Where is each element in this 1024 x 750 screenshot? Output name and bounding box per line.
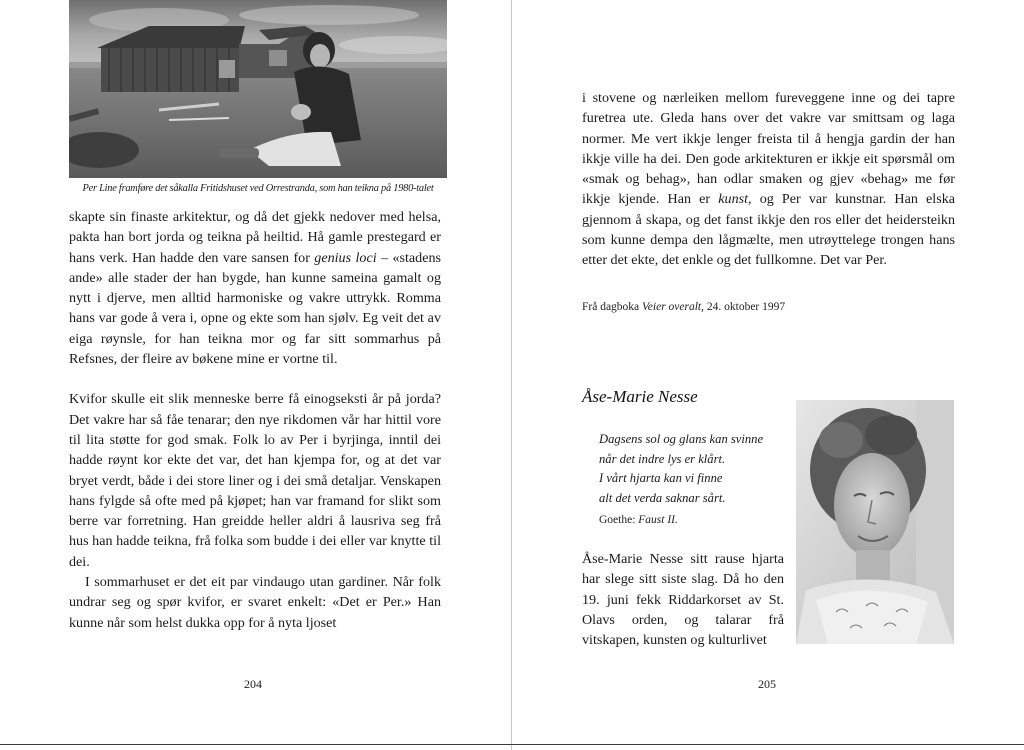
poem-line: når det indre lys er klårt.	[599, 451, 726, 466]
bottom-edge-line	[0, 744, 1024, 745]
paragraph: Kvifor skulle eit slik menneske berre få einogseksti år på jorda? Det vakre har så fåe tenarar; den nye rikdomen vår har hittil vore til lita støtte for god smak. Folk lo av Per i byrjinga, inntil dei hadde røynt kor ekte det var, det han kjempa for, og at det var bryet verdt, både i dei store liner og i dei små detaljar. Venskapen hans fylgde så ofte med på kjøpet; han var framand for slikt som berre var forretning. Han greidde heller aldri å lausriva seg frå hus han hadde teikna, frå folka som budde i dei eller var knytte til dei.	[69, 391, 441, 570]
poem-line: I vårt hjarta kan vi finne	[599, 471, 723, 485]
diary-source: Frå dagboka Veier overalt, 24. oktober 1997	[582, 301, 786, 313]
portrait-photo	[796, 400, 954, 644]
paragraph: i stovene og nærleiken mellom fureveggene inne og dei tapre furetrea ute. Gleda hans over det vakre var smittsam og laga normer. Me vert ikkje lenger freista til å hengja gardin der han ikkje ville ha dei. Den gode arkitekturen er ikkje eit spørsmål om «smak og behag», han odlar smaken og gjev «behag» me før ikkje kjende. Han er kunst, og Per var kunstnar. Han elska gjennom å skapa, og det fanst ikkje den ros eller det heidersteikn som kunne dempa den lågmælte, men utrøyttelege trongen hans etter det ekte, det enkle og det fullkomne. Det var Per.	[582, 90, 956, 269]
section-title: Åse-Marie Nesse	[582, 387, 698, 406]
page-number-right: 205	[758, 677, 776, 691]
photo-caption: Per Line framføre det såkalla Fritidshuset ved Orrestranda, som han teikna på 1980-talet	[82, 183, 434, 194]
left-body-text	[69, 207, 441, 633]
house-photo-image	[69, 0, 447, 178]
right-lower-text	[582, 549, 784, 650]
paragraph: Åse-Marie Nesse sitt rause hjarta har slege sitt siste slag. Då ho den 19. juni fekk Riddarkorset av St. Olavs orden, og talarar frå vitskapen, kunsten og kulturlivet	[582, 551, 784, 649]
poem-attribution: Goethe: Faust II.	[599, 514, 678, 526]
right-body-text	[582, 88, 955, 271]
house-photo	[69, 0, 447, 178]
poem-line: Dagsens sol og glans kan svinne	[599, 432, 764, 446]
paragraph: skapte sin finaste arkitektur, og då det gjekk nedover med helsa, pakta han bort jorda og teikna på heiltid. Hå gamle prestegard er hans verk. Han hadde den vare sansen for genius loci – «stadens ande» alle stader der han bygde, han kunne sameina gamalt og nytt i djerve, men alltid harmoniske og vakre uttrykk. Romma hans var gode å vera i, opne og ekte som han sjølv. Eg veit det av eiga røynsle, for han teikna mor og far sitt sommarhus på Refsnes, der fleire av bøkene mine er vortne til.	[69, 209, 441, 368]
poem-line: alt det verda saknar sårt.	[599, 490, 726, 505]
paragraph: I sommarhuset er det eit par vindaugo utan gardiner. Når folk undrar seg og spør kvifor, er svaret enkelt: «Det er Per.» Han kunne når som helst dukka opp for å nyta ljoset	[69, 574, 441, 631]
portrait-photo-image	[796, 400, 954, 644]
page-number-left: 204	[244, 677, 262, 691]
poem	[599, 430, 789, 508]
